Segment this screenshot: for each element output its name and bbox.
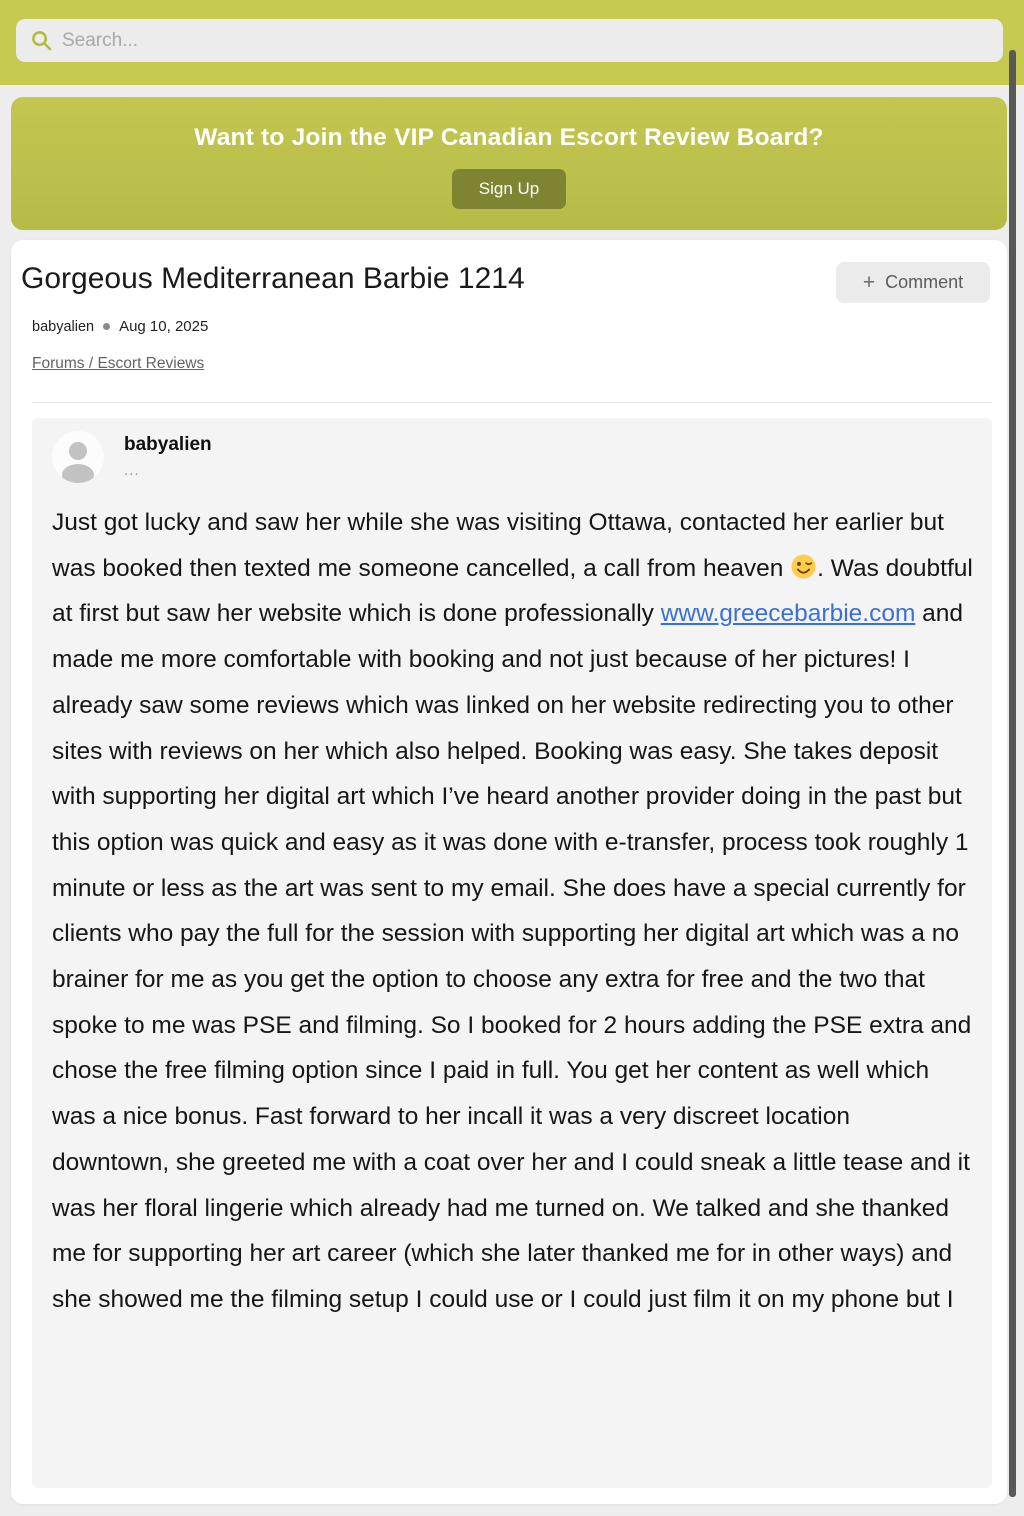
bullet-separator-icon: [103, 323, 110, 330]
winking-face-emoji: [790, 553, 817, 580]
thread-author: babyalien: [32, 318, 95, 335]
sign-up-button[interactable]: Sign Up: [452, 169, 566, 209]
plus-icon: +: [862, 271, 876, 294]
post-card: [32, 418, 992, 1488]
thread-title: Gorgeous Mediterranean Barbie 1214: [21, 262, 525, 295]
post-text-part1: Just got lucky and saw her while she was visiting Ottawa, contacted her earlier but was booked then texted me someone cancelled, a call from heaven: [52, 509, 944, 582]
thread-meta: [32, 318, 208, 335]
post-text-part2: . Was doubtful at first but saw her website which is done professionally: [52, 554, 973, 628]
post-author-name[interactable]: babyalien: [124, 434, 212, 455]
search-input[interactable]: [16, 19, 1003, 62]
comment-button[interactable]: [836, 262, 990, 303]
thread-date: Aug 10, 2025: [119, 318, 209, 335]
post-text-part3: and made me more comfortable with booking and not just because of her pictures! I already saw some reviews which was linked on her website redirecting you to other sites with reviews on her which also helped. Booking was easy. She takes deposit with supporting her digital art which I’ve heard another provider doing in the past but this option was quick and easy as it was done with e-transfer, process took roughly 1 minute or less as the art was sent to my email. She does have a special currently for clients who pay the full for the session with supporting her digital art which was a no brainer for me as you get the option to choose any extra for free and the two that spoke to me was PSE and filming. So I booked for 2 hours adding the PSE extra and chose the free filming option since I paid in full. You get her content as well which was a nice bonus. Fast forward to her incall it was a very discreet location downtown, she greeted me with a coat over her and I could sneak a little tease and it was her floral lingerie which already had me turned on. We talked and she thanked me for supporting her art career (which she later thanked me for in other ways) and she showed me the filming setup I could use or I could just film it on my phone but I: [52, 600, 972, 1313]
search-bar[interactable]: [16, 19, 1003, 62]
breadcrumb[interactable]: Forums / Escort Reviews: [32, 355, 205, 372]
top-header-bar: [0, 0, 1024, 85]
banner-title: Want to Join the VIP Canadian Escort Review Board?: [194, 124, 824, 151]
comment-button-label: Comment: [885, 272, 964, 292]
vip-signup-banner: [11, 97, 1007, 230]
post-body-text: [52, 500, 973, 1323]
scrollbar[interactable]: [1009, 50, 1016, 1497]
divider: [32, 402, 992, 403]
person-avatar-icon: [52, 431, 104, 483]
post-meta-dots: ...: [124, 462, 140, 479]
avatar[interactable]: [52, 431, 104, 483]
post-website-link[interactable]: www.greecebarbie.com: [660, 600, 916, 628]
